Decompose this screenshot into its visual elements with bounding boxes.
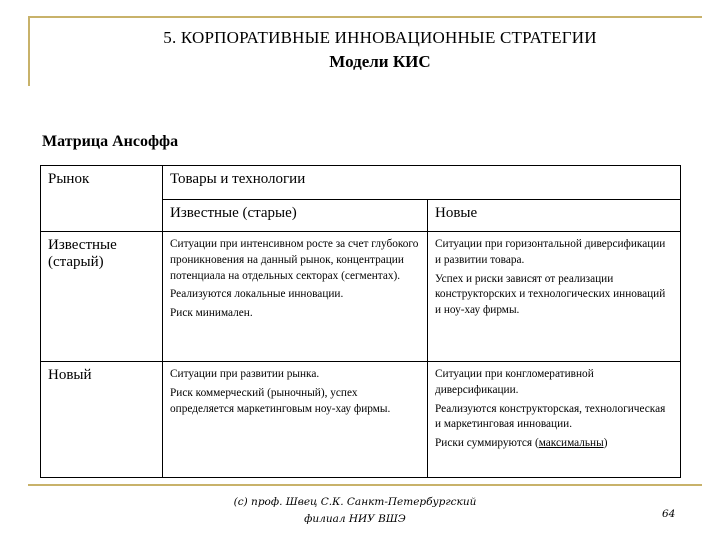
page-number: 64 [662,508,676,520]
cell-paragraph: Реализуются конструкторская, технологическая и маркетинговая инновации. [435,402,666,431]
cell-paragraph-risks [435,436,673,452]
table-row [41,166,681,200]
cell-paragraph: Ситуации при горизонтальной диверсификации и развитии товара. [435,238,666,266]
table-row [41,232,681,362]
cell-paragraph: Успех и риски зависят от реализации конструкторских и технологических инноваций и ноу-хау фирмы. [435,272,666,317]
cell-market-penetration [163,232,428,362]
page-title: 5. КОРПОРАТИВНЫЕ ИННОВАЦИОННЫЕ СТРАТЕГИИ [163,28,597,47]
page-subtitle: Модели КИС [329,52,431,71]
footer-divider [28,484,702,486]
risk-suffix: ) [603,437,608,450]
row-label-known-market: Известные (старый) [41,232,163,362]
ansoff-matrix-table [40,165,681,478]
footer-credit-line1: (с) проф. Швец С.К. Санкт-Петербургский [233,496,477,508]
table-row [41,362,681,478]
cell-paragraph: Ситуации при развитии рынка. [170,368,320,380]
column-header-known: Известные (старые) [163,200,428,232]
cell-paragraph: Риск минимален. [170,307,253,320]
footer-credit-line2: филиал НИУ ВШЭ [304,512,406,525]
column-group-label: Товары и технологии [163,166,681,200]
matrix-heading: Матрица Ансоффа [42,133,179,150]
column-header-new: Новые [428,200,681,232]
cell-paragraph: Реализуются локальные инновации. [170,288,344,301]
title-frame [28,16,702,86]
cell-paragraph: Ситуации при интенсивном росте за счет глубокого проникновения на данный рынок, концентрации потенциала на отдельных секторах (сегментах). [170,238,419,282]
row-header-label: Рынок [41,166,163,232]
cell-diversification [428,362,681,478]
risk-emphasis: максимальны [538,437,604,450]
cell-product-development [428,232,681,362]
risk-prefix: Риски суммируются ( [435,437,539,450]
cell-paragraph: Ситуации при конгломеративной диверсификации. [435,368,594,396]
footer-credit [230,494,480,528]
cell-paragraph: Риск коммерческий (рыночный), успех определяется маркетинговым ноу-хау фирмы. [170,386,391,415]
row-label-new-market: Новый [41,362,163,478]
cell-market-development [163,362,428,478]
